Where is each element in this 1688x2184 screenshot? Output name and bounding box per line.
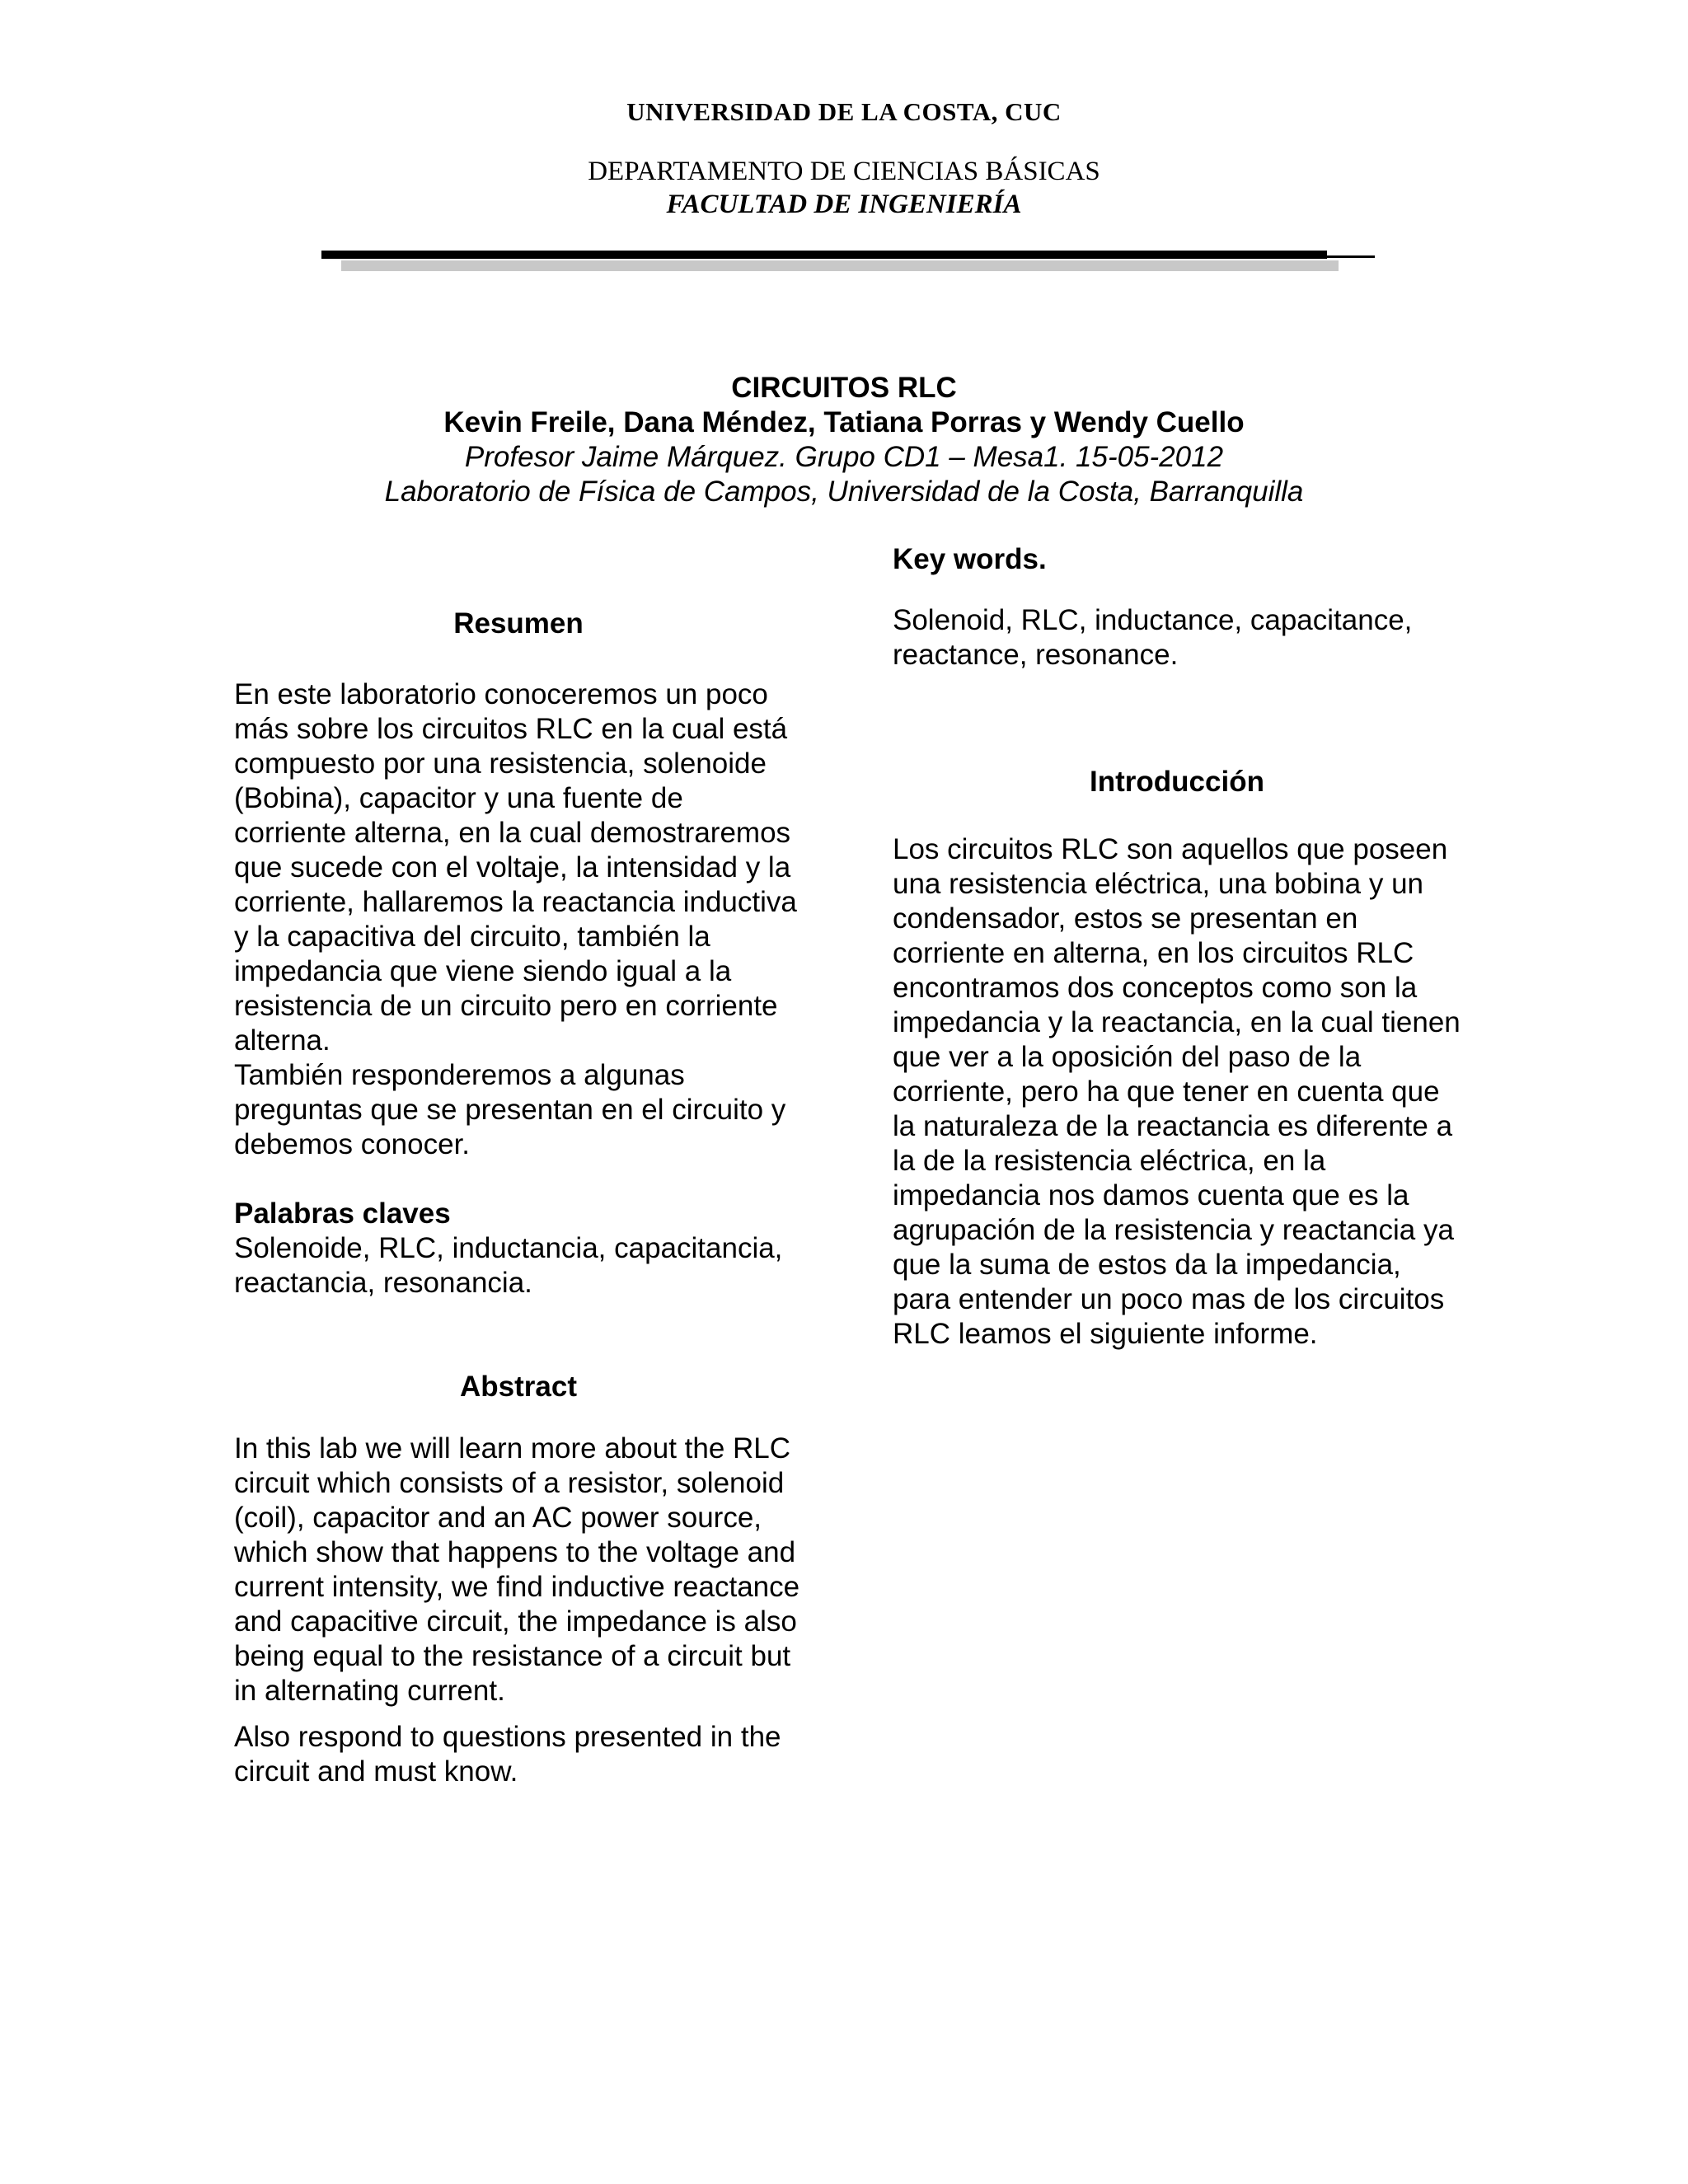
header-rule-black [321, 251, 1327, 259]
resumen-heading: Resumen [453, 607, 584, 640]
department-name: DEPARTAMENTO DE CIENCIAS BÁSICAS [588, 157, 1100, 186]
header-rule-thin [1319, 255, 1375, 258]
introduccion-paragraph-1: Los circuitos RLC son aquellos que poseen una resistencia eléctrica, una bobina y un condensador, estos se presentan en corriente en alterna, en los circuitos RLC encontramos dos conceptos como son la impedancia y la reactancia, en la cual tienen que ver a la oposición del paso de la corriente, pero ha que tener en cuenta que la naturaleza de la reactancia es diferente a la de la resistencia eléctrica, en la impedancia nos damos cuenta que es la agrupación de la resistencia y reactancia ya que la suma de estos da la impedancia, para entender un poco mas de los circuitos RLC leamos el siguiente informe. [893, 833, 1461, 1350]
resumen-paragraph-1: En este laboratorio conoceremos un poco más sobre los circuitos RLC en la cual está compuesto por una resistencia, solenoide (Bobina), capacitor y una fuente de corriente alterna, en la cual demostraremos que sucede con el voltaje, la intensidad y la corriente, hallaremos la reactancia inductiva y la capacitiva del circuito, también la impedancia que viene siendo igual a la resistencia de un circuito pero en corriente alterna. [234, 678, 797, 1057]
department-block [0, 155, 1688, 221]
paper-authors: Kevin Freile, Dana Méndez, Tatiana Porras y Wendy Cuello [443, 406, 1245, 438]
right-column [893, 542, 1461, 1352]
abstract-paragraph-2: Also respond to questions presented in the circuit and must know. [234, 1721, 781, 1788]
key-words-heading: Key words. [893, 543, 1047, 575]
introduccion-heading: Introducción [1090, 766, 1264, 798]
university-name: UNIVERSIDAD DE LA COSTA, CUC [626, 97, 1062, 126]
abstract-heading: Abstract [460, 1371, 577, 1403]
palabras-claves-text: Solenoide, RLC, inductancia, capacitancia, reactancia, resonancia. [234, 1232, 783, 1299]
professor-line: Profesor Jaime Márquez. Grupo CD1 – Mesa1. 15-05-2012 [464, 441, 1224, 473]
abstract-paragraph-1: In this lab we will learn more about the RLC circuit which consists of a resistor, solenoid (coil), capacitor and an AC power source, which show that happens to the voltage and current intensity, we find inductive reactance and capacitive circuit, the impedance is also being equal to the resistance of a circuit but in alternating current. [234, 1432, 800, 1707]
faculty-name: FACULTAD DE INGENIERÍA [666, 190, 1022, 219]
palabras-claves-heading: Palabras claves [234, 1197, 451, 1230]
title-block [0, 371, 1688, 509]
lab-line: Laboratorio de Física de Campos, Universidad de la Costa, Barranquilla [384, 476, 1304, 508]
paper-title: CIRCUITOS RLC [731, 372, 957, 404]
left-column [234, 607, 803, 1789]
header-rule-gray [341, 260, 1339, 271]
resumen-paragraph-2: También responderemos a algunas preguntas que se presentan en el circuito y debemos conocer. [234, 1059, 786, 1160]
key-words-text: Solenoid, RLC, inductance, capacitance, reactance, resonance. [893, 604, 1413, 671]
